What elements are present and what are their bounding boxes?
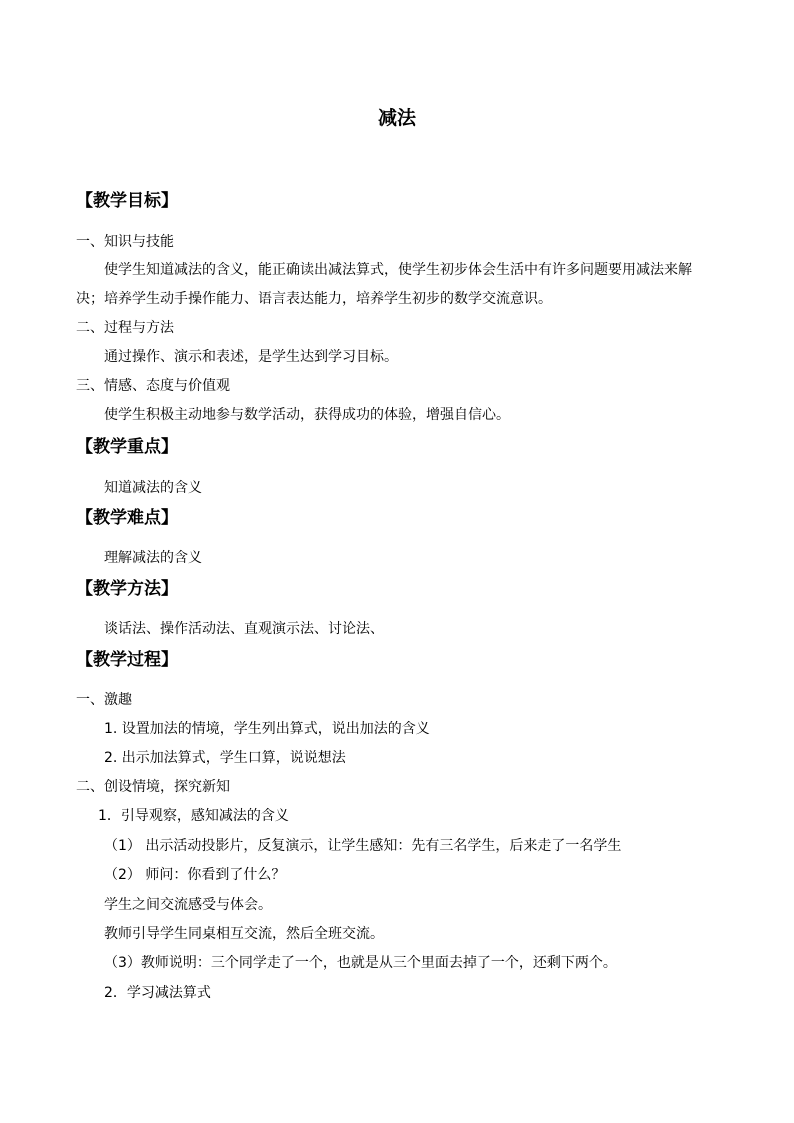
paragraph-knowledge-skills: 使学生知道减法的含义，能正确读出减法算式，使学生初步体会生活中有许多问题要用减法来解决；培养学生动手操作能力、语言表达能力，培养学生初步的数学交流意识。 bbox=[76, 262, 692, 307]
text-methods: 谈话法、操作活动法、直观演示法、讨论法、 bbox=[104, 621, 384, 637]
process-part-2-line-3: （3）教师说明：三个同学走了一个，也就是从三个里面去掉了一个，还剩下两个。 bbox=[104, 955, 617, 971]
process-part-2-item-1: 1．引导观察，感知减法的含义 bbox=[98, 808, 289, 824]
heading-process: 【教学过程】 bbox=[76, 650, 178, 670]
subheading-emotion-values: 三、情感、态度与价值观 bbox=[76, 378, 230, 394]
subheading-knowledge-skills: 一、知识与技能 bbox=[76, 234, 174, 250]
process-part-2-item-1b: （2） 师问：你看到了什么？ bbox=[104, 867, 286, 883]
heading-objectives: 【教学目标】 bbox=[76, 191, 178, 211]
process-part-1-item-1: 1. 设置加法的情境，学生列出算式，说出加法的含义 bbox=[104, 721, 430, 737]
paragraph-emotion-values: 使学生积极主动地参与数学活动，获得成功的体验，增强自信心。 bbox=[104, 407, 510, 423]
process-part-2-item-1a: （1） 出示活动投影片，反复演示，让学生感知：先有三名学生，后来走了一名学生 bbox=[104, 838, 622, 854]
page-title: 减法 bbox=[377, 107, 416, 129]
paragraph-process-methods: 通过操作、演示和表述，是学生达到学习目标。 bbox=[104, 349, 398, 365]
text-difficulties: 理解减法的含义 bbox=[104, 550, 202, 566]
heading-methods: 【教学方法】 bbox=[76, 579, 178, 599]
process-part-1: 一、激趣 bbox=[76, 692, 132, 708]
heading-difficulties: 【教学难点】 bbox=[76, 508, 178, 528]
heading-key-points: 【教学重点】 bbox=[76, 437, 178, 457]
process-part-2-line-1: 学生之间交流感受与体会。 bbox=[104, 897, 272, 913]
process-part-2-item-2: 2．学习减法算式 bbox=[104, 985, 211, 1001]
text-key-points: 知道减法的含义 bbox=[104, 480, 202, 496]
process-part-2-line-2: 教师引导学生同桌相互交流，然后全班交流。 bbox=[104, 926, 384, 942]
process-part-2: 二、创设情境，探究新知 bbox=[76, 779, 230, 795]
process-part-1-item-2: 2. 出示加法算式，学生口算，说说想法 bbox=[104, 750, 346, 766]
subheading-process-methods: 二、过程与方法 bbox=[76, 320, 174, 336]
